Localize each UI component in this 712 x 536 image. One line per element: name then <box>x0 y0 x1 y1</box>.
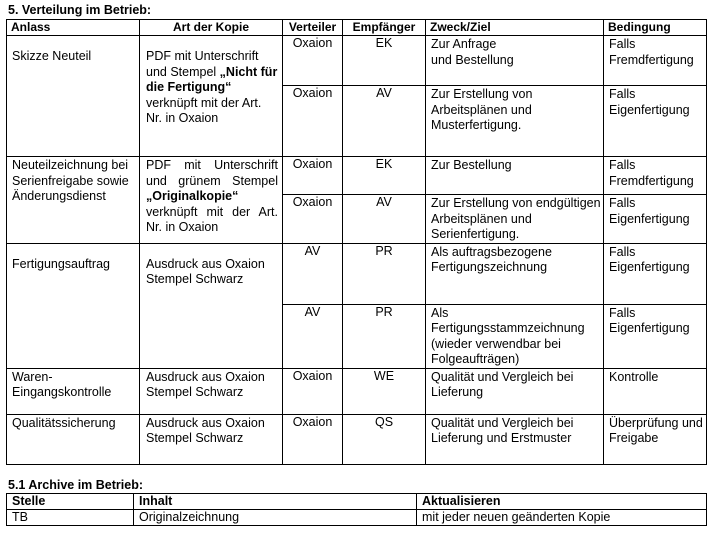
empfaenger-cell: EK <box>343 157 426 195</box>
aktualisieren-cell: mit jeder neuen geänderten Kopie <box>417 510 707 526</box>
archive-table <box>6 493 707 526</box>
bedingung-cell: Kontrolle <box>604 368 707 414</box>
empfaenger-cell: PR <box>343 304 426 368</box>
section-heading-verteilung: 5. Verteilung im Betrieb: <box>8 3 152 17</box>
table-row <box>7 157 707 195</box>
anlass-cell: Skizze Neuteil <box>7 36 140 157</box>
art-cell: PDF mit Unterschrift und Stempel „Nicht für die Fertigung“ verknüpft mit der Art. Nr. in Oxaion <box>140 36 283 157</box>
table-header-row <box>7 494 707 510</box>
inhalt-cell: Originalzeichnung <box>134 510 417 526</box>
table-row <box>7 368 707 414</box>
verteiler-cell: Oxaion <box>283 195 343 244</box>
verteiler-cell: Oxaion <box>283 414 343 464</box>
header-art-der-kopie: Art der Kopie <box>140 20 283 36</box>
verteiler-cell: AV <box>283 243 343 304</box>
empfaenger-cell: EK <box>343 36 426 86</box>
bedingung-cell: Falls Fremdfertigung <box>604 157 707 195</box>
bedingung-cell: Falls Eigenfertigung <box>604 304 707 368</box>
header-aktualisieren: Aktualisieren <box>417 494 707 510</box>
table-row <box>7 243 707 304</box>
distribution-table <box>6 19 707 465</box>
empfaenger-cell: WE <box>343 368 426 414</box>
stelle-cell: TB <box>7 510 134 526</box>
zweck-cell: Zur Erstellung von endgültigen Arbeitsplänen und Serienfertigung. <box>426 195 604 244</box>
header-stelle: Stelle <box>7 494 134 510</box>
bedingung-cell: Falls Eigenfertigung <box>604 195 707 244</box>
zweck-cell: Zur Erstellung von Arbeitsplänen und Musterfertigung. <box>426 86 604 157</box>
art-cell: Ausdruck aus Oxaion Stempel Schwarz <box>140 243 283 368</box>
table-row <box>7 36 707 86</box>
art-cell: PDF mit Unterschrift und grünem Stempel „Originalkopie“ verknüpft mit der Art. Nr. in Oxaion <box>140 157 283 244</box>
header-empfaenger: Empfänger <box>343 20 426 36</box>
anlass-cell: Waren-Eingangskontrolle <box>7 368 140 414</box>
zweck-cell: Als Fertigungsstammzeichnung (wieder verwendbar bei Folgeaufträgen) <box>426 304 604 368</box>
empfaenger-cell: AV <box>343 86 426 157</box>
verteiler-cell: Oxaion <box>283 86 343 157</box>
art-cell: Ausdruck aus Oxaion Stempel Schwarz <box>140 414 283 464</box>
empfaenger-cell: AV <box>343 195 426 244</box>
art-cell: Ausdruck aus Oxaion Stempel Schwarz <box>140 368 283 414</box>
header-bedingung: Bedingung <box>604 20 707 36</box>
verteiler-cell: Oxaion <box>283 157 343 195</box>
bedingung-cell: Falls Eigenfertigung <box>604 243 707 304</box>
anlass-cell: Neuteilzeichnung bei Serienfreigabe sowie Änderungsdienst <box>7 157 140 244</box>
anlass-cell: Qualitätssicherung <box>7 414 140 464</box>
zweck-cell: Qualität und Vergleich bei Lieferung <box>426 368 604 414</box>
anlass-cell: Fertigungsauftrag <box>7 243 140 368</box>
verteiler-cell: Oxaion <box>283 368 343 414</box>
zweck-cell: Zur Bestellung <box>426 157 604 195</box>
header-anlass: Anlass <box>7 20 140 36</box>
bedingung-cell: Überprüfung und Freigabe <box>604 414 707 464</box>
empfaenger-cell: PR <box>343 243 426 304</box>
zweck-cell: Zur Anfrage und Bestellung <box>426 36 604 86</box>
zweck-cell: Als auftragsbezogene Fertigungszeichnung <box>426 243 604 304</box>
bedingung-cell: Falls Eigenfertigung <box>604 86 707 157</box>
table-row <box>7 510 707 526</box>
header-inhalt: Inhalt <box>134 494 417 510</box>
verteiler-cell: AV <box>283 304 343 368</box>
table-row <box>7 414 707 464</box>
table-header-row <box>7 20 707 36</box>
zweck-cell: Qualität und Vergleich bei Lieferung und Erstmuster <box>426 414 604 464</box>
header-verteiler: Verteiler <box>283 20 343 36</box>
empfaenger-cell: QS <box>343 414 426 464</box>
header-zweck: Zweck/Ziel <box>426 20 604 36</box>
verteiler-cell: Oxaion <box>283 36 343 86</box>
bedingung-cell: Falls Fremdfertigung <box>604 36 707 86</box>
section-heading-archive: 5.1 Archive im Betrieb: <box>8 478 144 492</box>
